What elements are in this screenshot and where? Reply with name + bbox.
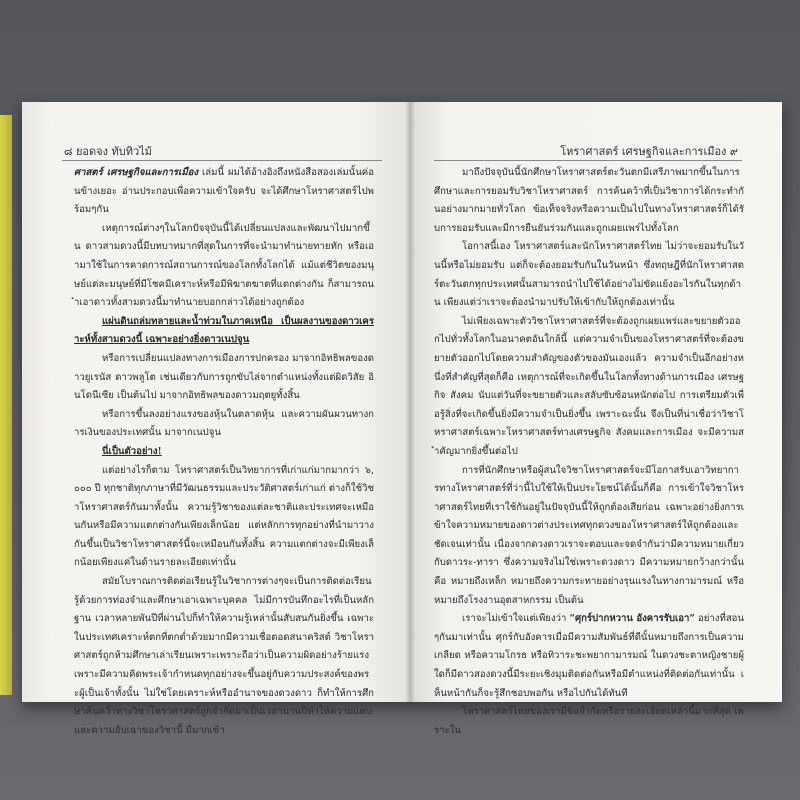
right-paragraph-3: ไม่เพียงเฉพาะตัววิชาโหราศาสตร์ที่จะต้องถูกเผยแพร่และขยายตัวออกไปทั่วทั้งโลกในอนาคตอันใกล้นี้ แต่ความจำเป็นของโหราศาสตร์ที่จะต้องขยายตัวออกไปโดยความสำคัญของตัวของมันเองแล้ว ความจำเป็นอีกอย่างหนึ่งที่สำคัญที่สุดก็คือ เหตุการณ์ที่จะเกิดขึ้นในโลกทั้งทางด้านการเมือง เศรษฐกิจ สังคม นับแต่วันที่จะขยายตัวและสลับซับซ้อนหนักต่อไป การเตรียมตัวเพื่อรู้สิ่งที่จะเกิดขึ้นยิ่งมีความจำเป็นยิ่งขึ้น เพราะฉะนั้น จึงเป็นที่น่าเชื่อว่าวิชาโหราศาสตร์เฉพาะโหราศาสตร์ทางเศรษฐกิจ สังคมและการเมือง จะมีความสำคัญมากยิ่งขึ้นต่อไป [434,315,744,457]
right-paragraph-5-lead: เราจะไม่เข้าใจแต่เพียงว่า [462,613,570,625]
book-title-ref: ศาสตร์ เศรษฐกิจและการเมือง [74,167,199,178]
right-paragraph-5-rest: อย่างที่สอนๆกันมาเท่านั้น ศุกร์กับอังคารเมื่อมีความสัมพันธ์ที่ดีนั้นหมายถึงการเป็นความเกลียด หรือความโกรธ หรือทิวาระชะพยากามารมณ์ ในดวงชะตาหญิงชายผู้ใดก็มีดาวสองดวงนี้มีระยะเชิงมุมติดต่อกันหรือมีตำแหน่งที่ติดต่อกันเท่านั้น เห็นหน้ากันก็จะรู้สึกชอบพอกัน หรือไปกันได้ทันที [434,613,744,699]
proverb-quote: “ศุกร์ปากหวาน อังคารรับเอา” [569,613,695,625]
left-paragraph-5: หรือการขึ้นลงอย่างแรงของหุ้นในตลาดหุ้น และความผันผวนทางการเงินของประเทศนั้น มาจากเนปจูน [74,408,374,439]
left-paragraph-7: สมัยโบราณการติดต่อเรียนรู้ในวิชาการต่างๆจะเป็นการติดต่อเรียนรู้ด้วยการท่องจำและศึกษาเอาเฉพาะบุคคล ไม่มีการบันทึกอะไรที่เป็นหลักฐาน เวลาหลายพันปีที่ผ่านไปก็ทำให้ความรู้เหล่านั้นสับสนกันยิ่งขึ้น เฉพาะในประเทศเคราะห์ตกที่ตกต่ำด้วยมากมีความเชื่อตอดสนาคริสต์ วิชาโหราศาสตร์ถูกห้ามศึกษาเล่าเรียนเพราะเพราะถือว่าเป็นความผิดอย่างร้ายแรง เพราะมีความคิดพระเจ้ากำหนดทุกอย่างจะขึ้นอยู่กับความประสงค์ของพระผู้เป็นเจ้าทั้งนั้น ไม่ใช่โดยเคราะห์หรืออำนาจของดวงดาว ก็ทำให้การศึกษาค้นคว้าทางวิชาโหราศาสตร์ถูกจำกัดมาเป็นเวลานานปีทำให้ความแคบและความอับเฉาของวิชานี้ มีมากเข้า [74,576,374,736]
left-page [22,102,410,736]
right-paragraph-4: การที่นักศึกษาหรือผู้สนใจวิชาโหราศาสตร์จะมีโอกาสรับเอาวิทยาการทางโหราศาสตร์ที่ว่านี้ไปใช้ให้เป็นประโยชน์ได้นั้นก็คือ การเข้าใจวิชาโหราศาสตร์ไทยที่เราใช้กันอยู่ในปัจจุบันนี้ให้ถูกต้องเสียก่อน เฉพาะอย่างยิ่งการเข้าใจความหมายของดาวต่างประเทศทุกดวงของโหราศาสตร์ให้ถูกต้องและชัดเจนเท่านั้น เนื่องจากดวงดาวเราจะตอบและจดจำกันว่ามีความหมายเกี่ยวกับดาวระ-ทารา ซึ่งความจริงไม่ใช่เพราะดวงดาว มีความหมายกว้างกว่านั้นคือ หมายถึงเหล็ก หมายถึงความกระทายอย่างรุนแรงในทางกามารมณ์ หรือหมายถึงโรงงานอุตสาหกรรม เป็นต้น [434,464,744,606]
right-page [410,102,782,736]
left-paragraph-2: เหตุการณ์ต่างๆในโลกปัจจุบันนี้ได้เปลี่ยนแปลงและพัฒนาไปมากขึ้น ดาวสามดวงนี้มีบทบาทมากที่สุดในการที่จะนำมาทำนายทายทัก หรือเอามาใช้ในการคาดการณ์สถานการณ์ของโลกทั้งโลกได้ แม้แต่ชีวิตของมนุษย์แต่ละมนุษย์ที่มีโชคมีเคราะห์หรือมีพิฆาตฆาตที่แตกต่างกัน ก็สามารถนำเอาดาวทั้งสามดวงนี้มาทำนายบอกกล่าวได้อย่างถูกต้อง [74,222,374,309]
right-page-header: โหราศาสตร์ เศรษฐกิจและการเมือง ๙ [560,145,738,158]
right-page-body [434,164,744,740]
left-header-rule [62,160,382,161]
left-paragraph-6: แต่อย่างไรก็ตาม โหราศาสตร์เป็นวิทยาการที่เก่าแก่มากมากว่า ๖,๐๐๐ ปี ทุกชาติทุกภาษาที่มีวัฒนธรรมและประวัติศาสตร์เก่าแก่ ต่างก็ใช้วิชาโหราศาสตร์กันมาทั้งนั้น ความรู้วิชาของแต่ละชาติและประเทศจะเหมือนกันหรือมีความแตกต่างกันเพียงเล็กน้อย แต่หลักการทุกอย่างที่นำมาวางกันขึ้นเป็นวิชาโหราศาสตร์นี้จะเหมือนกันทั้งสิ้น ความแตกต่างจะมีเพียงเล็กน้อยเพียงแค่ในด้านรายละเอียดเท่านั้น [74,464,374,569]
open-book-spread [22,102,782,736]
left-paragraph-1-text: เล่มนี้ ผมได้อ้างอิงถึงหนังสือสองเล่มนั้นค่อนข้างเยอะ อ่านประกอบเพื่อความเข้าใจครับ จะได้ศึกษาโหราศาสตร์ไปพร้อมๆกัน [74,167,374,216]
right-paragraph-5 [434,610,744,703]
yellow-cover-edge [0,115,12,695]
left-paragraph-4: หรือการเปลี่ยนแปลงทางการเมืองการปกครอง มาจากอิทธิพลของดาวยูเรนัส ดาวพลูโต เช่นเดียวกับการถูกขับไล่จากตำแหน่งทั้งแต่ผิดวิสัย อินโดนีเซีย เป็นต้นไป มาจากอิทธิพลของดาวมฤตยูทั้งสิ้น [74,352,374,402]
left-paragraph-1 [74,164,374,220]
right-paragraph-2: โอกาสนี้เอง โหราศาสตร์และนักโหราศาสตร์ไทย ไม่ว่าจะยอมรับในวันนี้หรือไม่ยอมรับ แต่ก็จะต้องยอมรับกันในวันหน้า ซึ่งทฤษฎีที่นักโหราศาสตร์ตะวันตกทุกประเทศนั้นสามารถนำไปใช้ได้อย่างไม่ขัดแย้งอะไรกันในทุกด้าน เพียงแต่ว่าเราจะต้องนำมาปรับให้เข้ากับให้ถูกต้องเท่านั้น [434,241,744,309]
left-paragraph-3: แผ่นดินถล่มทลายและน้ำท่วมในภาคเหนือ เป็นผลงานของดาวเคราะห์ทั้งสามดวงนี้ เฉพาะอย่างยิ่งดาวเนปจูน [74,315,374,346]
book-gutter-shadow [405,102,415,702]
left-page-header: ๘ ยอดจง ทับทิวไม้ [64,145,152,158]
left-subheading: นี่เป็นตัวอย่าง! [102,445,162,457]
right-paragraph-6: โหราศาสตร์ไทยของเรามีข้อจำกัดหรือรายละเอียดเหล่านี้มากที่สุด เพราะใน [434,706,744,736]
left-page-body [74,164,374,740]
right-header-rule [434,160,742,161]
right-paragraph-1: มาถึงปัจจุบันนี้นักศึกษาโหราศาสตร์ตะวันตกมีเสรีภาพมากขึ้นในการศึกษาและการยอมรับวิชาโหราศาสตร์ การค้นคว้าที่เป็นวิชาการได้กระทำกันอย่างมากมายทั่วโลก ข้อเท็จจริงหรือความเป็นไปในทางโหราศาสตร์ก็ได้รับการยอมรับและมีการยืนยันร่วมกันและถูกเผยแพร่ไปทั้งโลก [434,167,744,234]
